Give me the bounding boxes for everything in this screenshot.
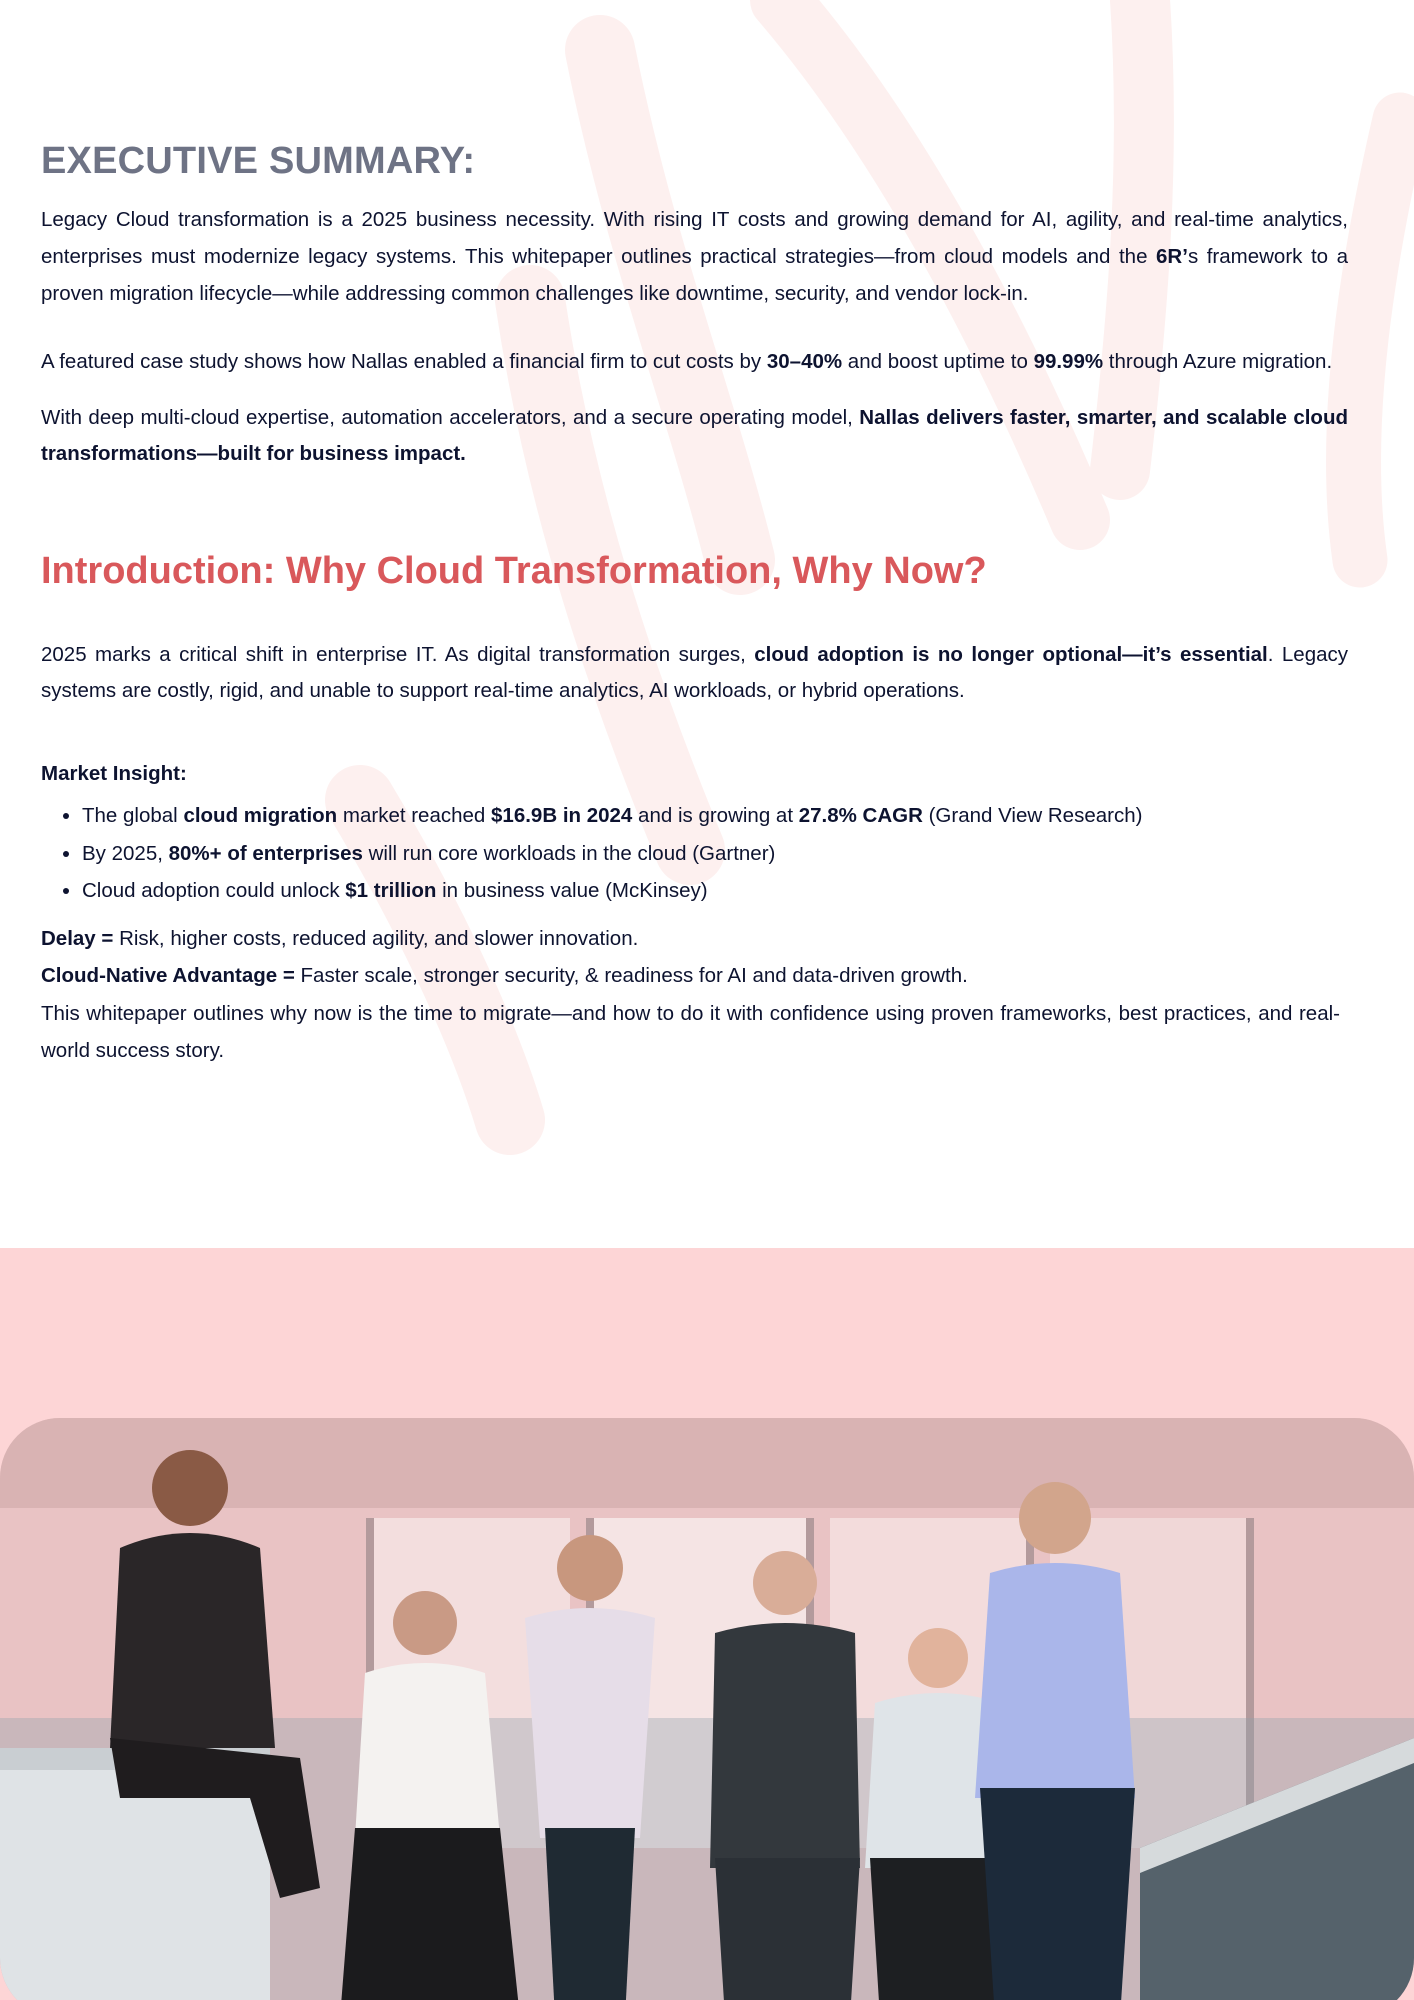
- bold-run: cloud migration: [183, 804, 338, 827]
- advantage-line: [41, 957, 1348, 995]
- text-run: s framework to a proven migration lifecycle—while addressing common challenges like downtime, security, and vendor lock-in.: [41, 245, 1348, 305]
- text-run: and boost uptime to: [842, 350, 1034, 373]
- exec-summary-paragraph-2: [41, 344, 1348, 380]
- market-insight-list: [41, 797, 1348, 910]
- exec-summary-paragraph-1: [41, 201, 1348, 312]
- text-run: (Grand View Research): [922, 804, 1143, 827]
- bold-run: $1 trillion: [345, 879, 437, 902]
- exec-summary-paragraph-3: [41, 400, 1348, 472]
- introduction-heading: Introduction: Why Cloud Transformation, Why Now?: [41, 550, 987, 592]
- text-run: in business value (McKinsey): [436, 879, 708, 902]
- text-run: 2025 marks a critical shift in enterprise IT. As digital transformation surges,: [41, 643, 755, 666]
- introduction-paragraph: [41, 637, 1348, 709]
- bold-run: 6R’: [1156, 245, 1188, 268]
- list-item: [82, 872, 1348, 910]
- list-item: [82, 835, 1348, 873]
- text-run: With deep multi-cloud expertise, automation accelerators, and a secure operating model,: [41, 406, 860, 429]
- bold-run: 27.8% CAGR: [798, 804, 923, 827]
- delay-text: Risk, higher costs, reduced agility, and slower innovation.: [113, 926, 639, 950]
- text-run: through Azure migration.: [1103, 350, 1333, 373]
- text-run: The global: [82, 804, 184, 827]
- text-run: and is growing at: [632, 804, 799, 827]
- market-insight-title: Market Insight:: [41, 762, 187, 785]
- bold-run: $16.9B in 2024: [491, 804, 633, 827]
- delay-label: Delay =: [41, 926, 114, 950]
- team-photo: [0, 1418, 1414, 2000]
- bold-run: 80%+ of enterprises: [168, 841, 363, 865]
- text-run: A featured case study shows how Nallas enabled a financial firm to cut costs by: [41, 350, 767, 373]
- text-run: . Legacy systems are costly, rigid, and unable to support real-time analytics, AI workloads, or hybrid operations.: [41, 643, 1348, 702]
- closing-paragraph: This whitepaper outlines why now is the time to migrate—and how to do it with confidence using proven frameworks, best practices, and real-world success story.: [41, 1001, 1340, 1062]
- bold-run: 99.99%: [1033, 350, 1104, 373]
- bold-run: cloud adoption is no longer optional—it’s essential: [754, 643, 1268, 666]
- text-run: market reached: [337, 804, 492, 827]
- team-photo-band: [0, 1248, 1414, 2000]
- delay-line: [41, 920, 1348, 958]
- text-run: will run core workloads in the cloud (Gartner): [362, 841, 776, 865]
- advantage-text: Faster scale, stronger security, & readiness for AI and data-driven growth.: [294, 964, 968, 987]
- text-run: By 2025,: [82, 841, 169, 865]
- document-body: [41, 140, 1348, 1069]
- text-run: Legacy Cloud transformation is a 2025 business necessity. With rising IT costs and growing demand for AI, agility, and real-time analytics, enterprises must modernize legacy systems. This whitepaper outlines practical strategies—from cloud models and the: [41, 208, 1348, 268]
- advantage-label: Cloud-Native Advantage =: [41, 964, 295, 987]
- list-item: [82, 797, 1348, 835]
- text-run: Cloud adoption could unlock: [82, 879, 346, 902]
- bold-run: Nallas delivers faster, smarter, and scalable cloud transformations—built for business impact.: [41, 406, 1348, 465]
- executive-summary-heading: EXECUTIVE SUMMARY:: [41, 140, 476, 182]
- bold-run: 30–40%: [766, 350, 843, 373]
